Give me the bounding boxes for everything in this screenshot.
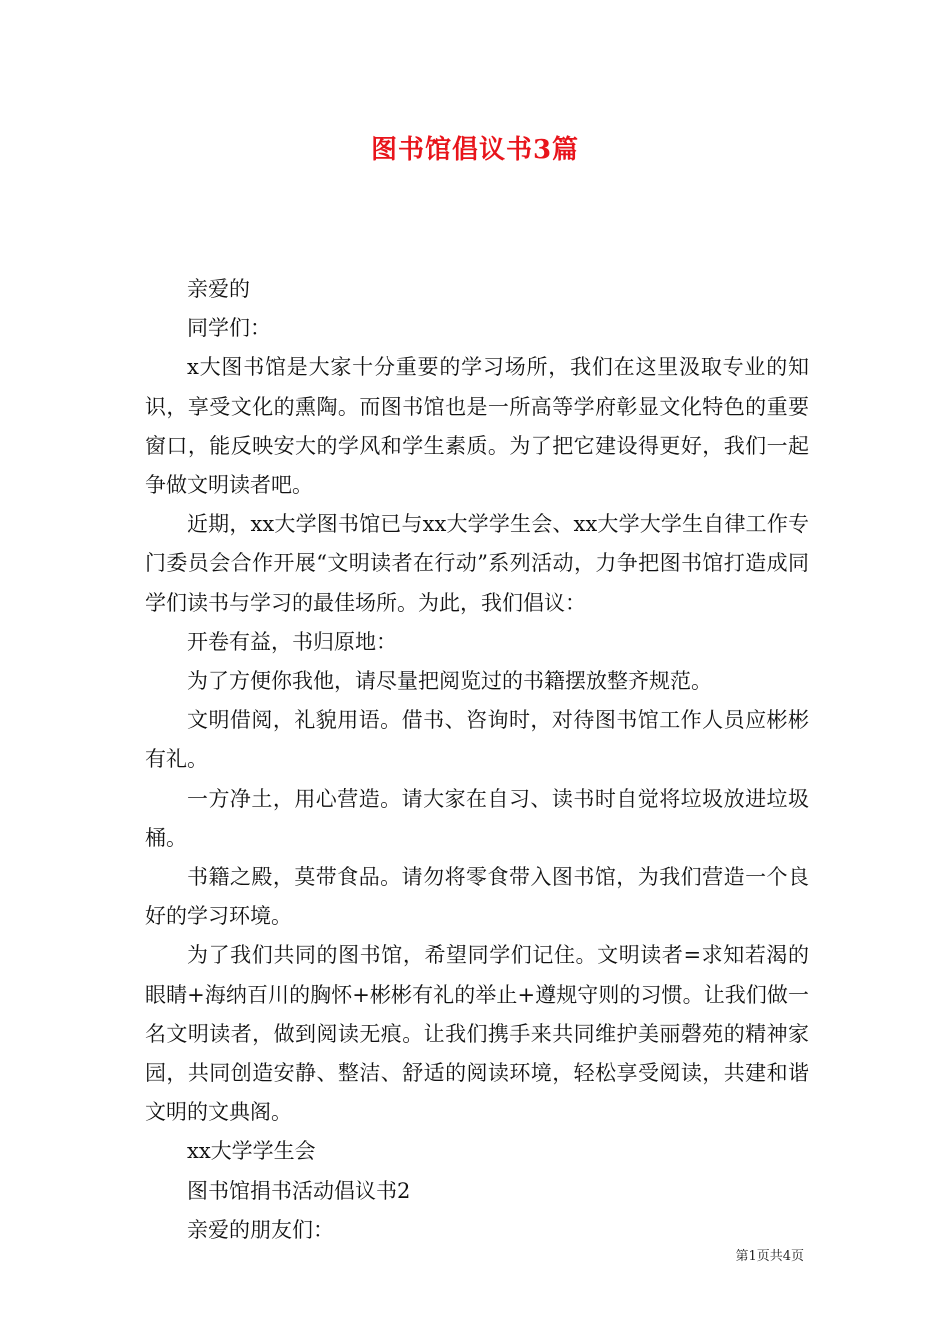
signature: xx大学学生会 [187,1139,316,1164]
body-paragraph: 开卷有益，书归原地： [187,629,397,654]
body-paragraph: 一方净土，用心营造。请大家在自习、读书时自觉将垃圾放进垃圾桶。 [145,786,809,850]
salutation-line: 亲爱的朋友们： [187,1217,334,1242]
page-number-footer: 第1页共4页 [735,1249,804,1264]
salutation-line-1: 亲爱的 [187,277,250,301]
section-heading: 图书馆捐书活动倡议书2 [187,1178,411,1203]
salutation-line-2: 同学们： [187,316,271,341]
body-paragraph: 书籍之殿，莫带食品。请勿将零食带入图书馆，为我们营造一个良好的学习环境。 [145,865,809,929]
body-paragraph: x大图书馆是大家十分重要的学习场所，我们在这里汲取专业的知识，享受文化的熏陶。而图书馆也是一所高等学府彰显文化特色的重要窗口，能反映安大的学风和学生素质。为了把它建设得更好，我们一起争做文明读者吧。 [145,355,809,498]
document-title: 图书馆倡议书3篇 [370,135,580,165]
body-paragraph: 为了我们共同的图书馆，希望同学们记住。文明读者=求知若渴的眼睛+海纳百川的胸怀+彬彬有礼的举止+遵规守则的习惯。让我们做一名文明读者，做到阅读无痕。让我们携手来共同维护美丽磬苑的精神家园，共同创造安静、整洁、舒适的阅读环境，轻松享受阅读，共建和谐文明的文典阁。 [145,943,809,1125]
body-paragraph: 为了方便你我他，请尽量把阅览过的书籍摆放整齐规范。 [187,669,712,694]
document-body [145,270,809,1250]
body-paragraph: 文明借阅，礼貌用语。借书、咨询时，对待图书馆工作人员应彬彬有礼。 [145,708,809,772]
body-paragraph: 近期，xx大学图书馆已与xx大学学生会、xx大学大学生自律工作专门委员会合作开展“文明读者在行动”系列活动，力争把图书馆打造成同学们读书与学习的最佳场所。为此，我们倡议： [145,512,809,615]
